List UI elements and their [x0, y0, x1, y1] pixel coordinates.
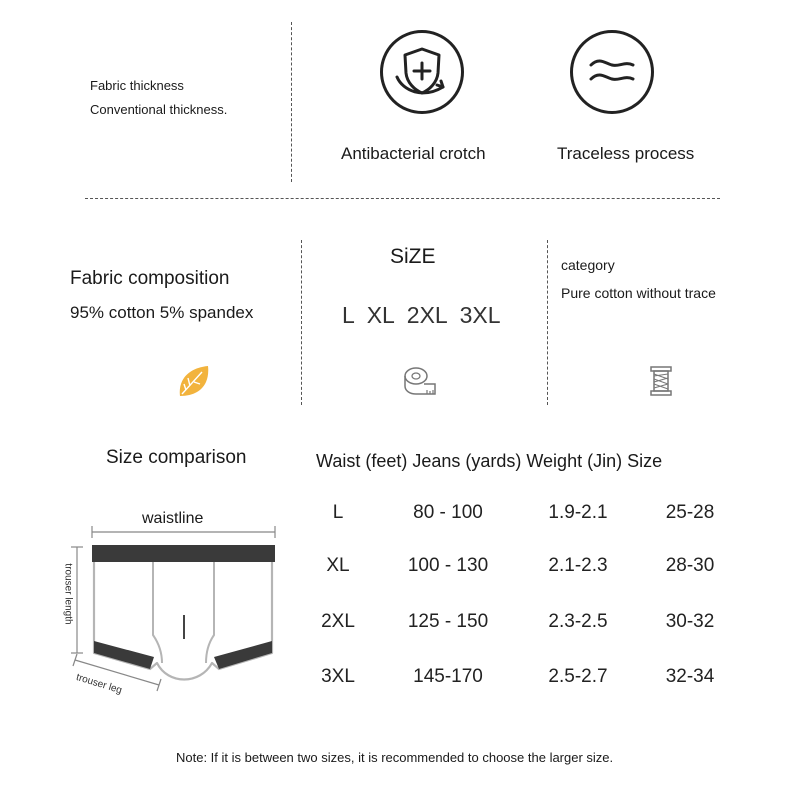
row-1-waist: 25-28 [665, 502, 715, 523]
trouser-leg-label: trouser leg [74, 672, 124, 697]
divider-horizontal [85, 198, 720, 199]
row-3-size: 2XL [321, 611, 355, 632]
divider-vertical-top [291, 22, 292, 182]
row-4-size: 3XL [321, 666, 355, 687]
leaf-icon [174, 362, 214, 407]
shield-plus-icon [380, 30, 464, 114]
wave-lines-icon [570, 30, 654, 114]
measuring-tape-icon [402, 364, 438, 403]
fabric-composition-value: 95% cotton 5% spandex [70, 303, 254, 322]
row-3-jeans: 125 - 150 [407, 611, 489, 632]
row-2-jeans: 100 - 130 [407, 555, 489, 576]
category-title: category [561, 257, 615, 273]
size-values: L XL 2XL 3XL [342, 302, 501, 328]
category-value: Pure cotton without trace [561, 285, 716, 301]
row-2-size: XL [326, 555, 350, 576]
row-1-weight: 1.9-2.1 [548, 502, 608, 523]
row-3-waist: 30-32 [665, 611, 715, 632]
row-1-jeans: 80 - 100 [413, 502, 483, 523]
fabric-composition-title: Fabric composition [70, 268, 230, 289]
row-3-weight: 2.3-2.5 [548, 611, 608, 632]
size-note: Note: If it is between two sizes, it is recommended to choose the larger size. [176, 750, 614, 765]
size-comparison-heading: Size comparison [106, 447, 247, 468]
divider-vertical-mid-1 [301, 240, 302, 405]
row-4-weight: 2.5-2.7 [548, 666, 608, 687]
row-4-jeans: 145-170 [413, 666, 483, 687]
waistline-label: waistline [142, 510, 204, 527]
antibacterial-crotch-label: Antibacterial crotch [341, 144, 486, 163]
row-2-waist: 28-30 [665, 555, 715, 576]
row-2-weight: 2.1-2.3 [548, 555, 608, 576]
divider-vertical-mid-2 [547, 240, 548, 405]
size-table-header: Waist (feet) Jeans (yards) Weight (Jin) Size [316, 451, 663, 471]
thread-spool-icon [648, 364, 674, 403]
size-title: SiZE [390, 245, 436, 268]
traceless-process-label: Traceless process [557, 144, 695, 163]
row-4-waist: 32-34 [665, 666, 715, 687]
trouser-length-label: trouser length [62, 563, 74, 625]
fabric-thickness-title: Fabric thickness [90, 78, 184, 93]
row-1-size: L [332, 502, 344, 523]
fabric-thickness-value: Conventional thickness. [90, 102, 228, 117]
